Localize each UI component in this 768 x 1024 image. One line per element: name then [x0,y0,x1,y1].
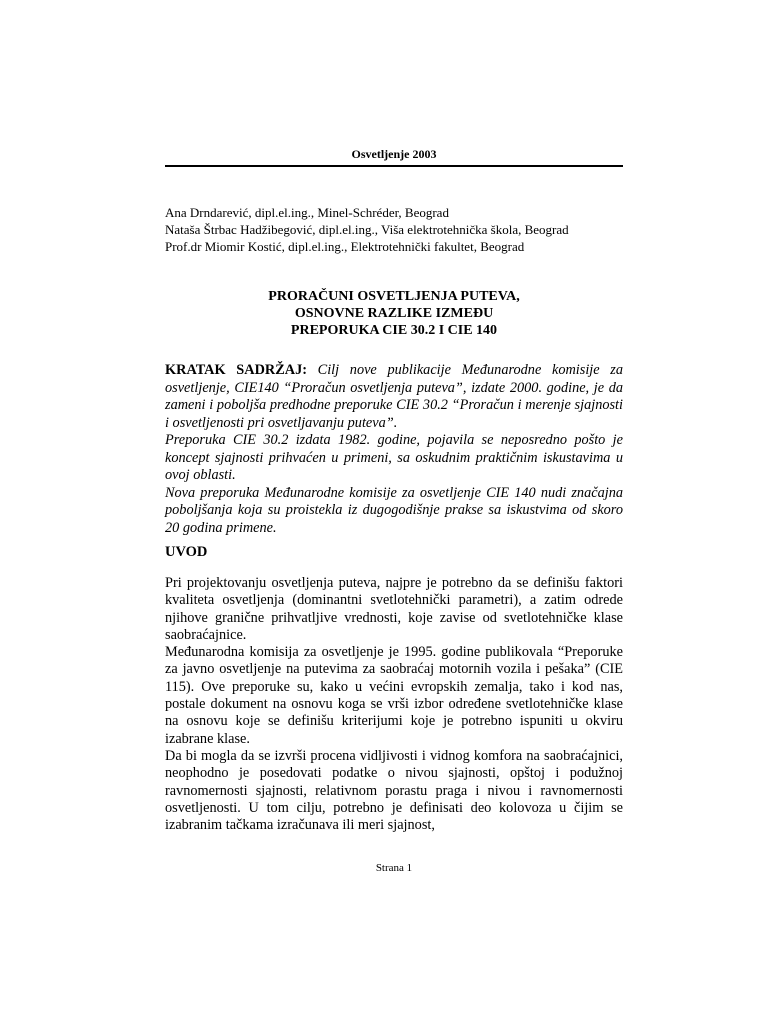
title-line: PRORAČUNI OSVETLJENJA PUTEVA, [268,289,520,304]
abstract-paragraph: Preporuka CIE 30.2 izdata 1982. godine, pojavila se neposredno pošto je koncept sjajnosti prihvaćen u primeni, sa oskudnim praktičnim iskustavima u ovoj oblasti. [165,432,623,483]
abstract-text: Cilj nove publikacije Međunarodne komisije za osvetljenje, CIE140 “Proračun osvetljenja puteva”, izdate 2000. godine, je da zameni i poboljša predhodne preporuke CIE 30.2 “Proračun i merenje sjajnosti i osvetljenosti pri osvetljavanju puteva”. [165,362,623,431]
paper-title [165,288,623,339]
body-paragraph: Međunarodna komisija za osvetljenje je 1995. godine publikovala “Preporuke za javno osvetljenje na putevima za saobraćaj motornih vozila i pešaka” (CIE 115). Ove preporuke su, kako u većini evropskih zemalja, tako i kod nas, postale dokument na osnovu koga se vrši izbor određene svetlotehničke klase na osnovu koje se definišu kriterijumi koje je potrebno ispuniti u okviru izabrane klase. [165,644,623,747]
author-line: Ana Drndarević, dipl.el.ing., Minel-Schréder, Beograd [165,205,449,220]
title-line: PREPORUKA CIE 30.2 I CIE 140 [290,323,498,338]
abstract-label: KRATAK SADRŽAJ: [165,362,307,378]
body-paragraph: Da bi mogla da se izvrši procena vidljivosti i vidnog komfora na saobraćajnici, neophodno je posedovati podatke o nivou sjajnosti, opštoj i podužnoj ravnomernosti sjajnosti, relativnom porastu praga i nivou i ravnomernosti osvetljenosti. U tom cilju, potrebno je definisati deo kolovoza u čijim se izabranim tačkama izračunava ili meri sjajnost, [165,747,623,834]
title-line: OSNOVNE RAZLIKE IZMEĐU [294,306,494,321]
author-line: Prof.dr Miomir Kostić, dipl.el.ing., Elektrotehnički fakultet, Beograd [165,239,525,254]
running-header: Osvetljenje 2003 [351,147,437,161]
abstract-paragraph [165,362,623,432]
section-body [165,575,623,834]
page-number: Strana 1 [375,862,413,874]
author-line: Nataša Štrbac Hadžibegović, dipl.el.ing., Viša elektrotehnička škola, Beograd [165,222,569,237]
author-list [165,204,635,255]
section-heading: UVOD [165,544,208,560]
abstract-paragraph: Nova preporuka Međunarodne komisije za osvetljenje CIE 140 nudi značajna poboljšanja koja su proistekla iz dugogodišnje prakse sa iskustvima od skoro 20 godina primene. [165,484,623,536]
body-paragraph: Pri projektovanju osvetljenja puteva, najpre je potrebno da se definišu faktori kvaliteta osvetljenja (dominantni svetlotehnički parametri), a zatim odrede njihove granične prihvatljive vrednosti, koje zavise od svetlotehničke klase saobraćajnice. [165,575,623,643]
abstract [165,362,623,537]
header-divider [165,165,623,167]
